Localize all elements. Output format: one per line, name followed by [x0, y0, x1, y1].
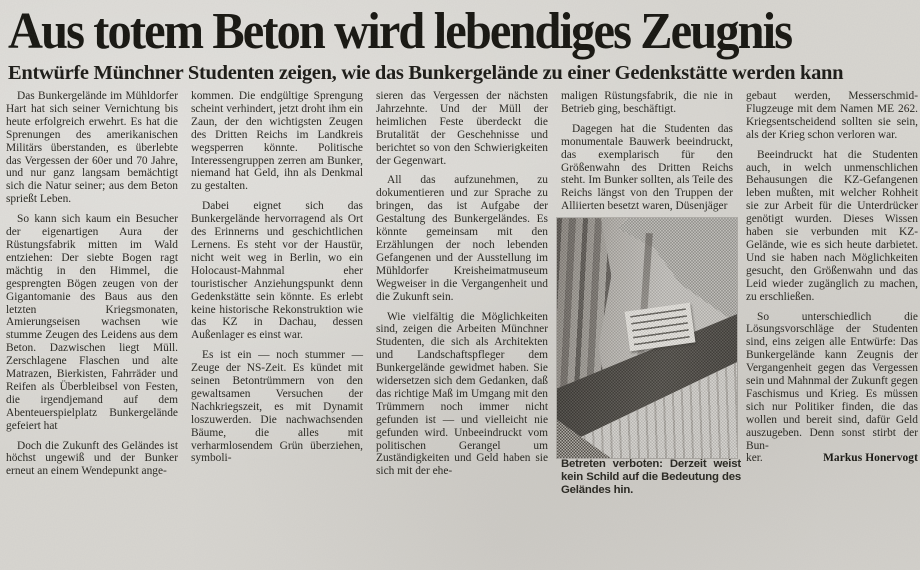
headline-text: Aus totem Beton wird lebendiges Zeugnis — [8, 3, 792, 60]
article-end-line — [746, 452, 918, 465]
article-column-5 — [746, 90, 918, 497]
paragraph: Dabei eignet sich das Bunkergelände hervorragend als Ort des Erinnerns und geschichtlichen Lernens. Es steht vor der Haustür, nicht weit weg in Berlin, wo ein Holocaust-Mahnmal eher touristischer Anziehungspunkt denn Gedenkstätte sein könnte. Es erlebt keine historische Rekonstruktion wie das KZ in Dachau, dessen Außenlager es einst war. — [191, 200, 363, 342]
sign-text-lines — [630, 308, 690, 346]
paragraph: Es ist ein — noch stummer — Zeuge der NS-Zeit. Es kündet mit seinen Betontrümmern von den gewaltsamen Versuchen der Nachkriegszeit, es mit Dynamit loszuwerden. Die nachwachsenden Bäume, die alles mit verharmlosendem Grün überziehen, symboli- — [191, 349, 363, 465]
paragraph: So unterschiedlich die Lösungsvorschläge der Studenten sind, eins zeigen alle Entwürfe: Das Bunkergelände kann Zeugnis der Vergangenheit gegen das Vergessen sein und Mahnmal der Zukunft gegen Faschismus und Krieg. Es müssen sich nur Politiker finden, die das wollen und bereit sind, dafür Geld auszugeben. Denn sonst stirbt der Bun- — [746, 310, 918, 452]
hyphenated-word-tail: ker. — [746, 452, 763, 465]
article-headline — [0, 0, 920, 60]
paragraph: So kann sich kaum ein Besucher der eigenartigen Aura der Rüstungsfabrik mitten im Wald entziehen: Der siebte Bogen ragt mächtig in den Himmel, die gesprengten Bögen zeugen von der Gigantomanie des Baus aus den letzten Kriegsmonaten, Amierungseisen wachsen wie stumme Zeugen des Leidens aus dem Beton. Dazwischen liegt Müll. Zerschlagene Flaschen und alte Matrazen, Bierkisten, Fahrräder und Reifen als Überbleibsel von Festen, die irgendjemand auf dem Abenteuerspielplatz Bunkergelände gefeiert hat — [6, 213, 178, 432]
photo-caption: Betreten verboten: Derzeit weist kein Schild auf die Bedeutung des Geländes hin. — [561, 458, 741, 496]
article-column-2 — [191, 90, 363, 497]
article-column-1 — [6, 90, 178, 497]
paragraph: maligen Rüstungsfabrik, die nie in Betrieb ging, beschäftigt. — [561, 90, 733, 115]
article-body — [0, 85, 920, 497]
article-column-3 — [376, 90, 548, 497]
paragraph: Doch die Zukunft des Geländes ist höchst ungewiß und der Bunker erneut an einem Wendepunkt ange- — [6, 439, 178, 478]
paragraph: kommen. Die endgültige Sprengung scheint verhindert, jetzt droht ihm ein Zaun, der den wichtigsten Zeugen des Dritten Reichs im Landkreis wegsperren könnte. Politische Interessengruppen zerren am Bunker, niemand hat Geld, ihn als Denkmal zu gestalten. — [191, 90, 363, 193]
paragraph: sieren das Vergessen der nächsten Jahrzehnte. Und der Müll der heimlichen Feste überdeckt die Brutalität der Geschehnisse und berichtet so von den Schwierigkeiten der Gegenwart. — [376, 90, 548, 167]
paragraph: Das Bunkergelände im Mühldorfer Hart hat sich seiner Vernichtung bis heute erfolgreich erwehrt. Es hat die Sprenungen des amerikanischen Militärs überstanden, es überlebte das Vergessen der 60er und 70 Jahre, und nur ganz langsam bemächtigt sich die Natur seiner; aus dem Beton sprießt Leben. — [6, 90, 178, 206]
paragraph: gebaut werden, Messerschmid-Flugzeuge mit dem Namen ME 262. Kriegsentscheidend sollten sie sein, als der Krieg schon verloren war. — [746, 90, 918, 141]
article-column-4 — [561, 90, 741, 497]
paragraph: Wie vielfältig die Möglichkeiten sind, zeigen die Arbeiten Münchner Studenten, die sich als Architekten und Landschaftspfleger dem Bunkergelände gewidmet haben. Sie widersetzen sich dem Gedanken, daß das richtige Maß im Umgang mit den Trümmern noch immer nicht gefunden ist — und vielleicht nie gefunden wird. Unbeeindruckt vom politischen Gerangel um Zuständigkeiten und Geld haben sie sich mit der ehe- — [376, 310, 548, 478]
author-byline: Markus Honervogt — [823, 452, 918, 465]
paragraph: Dagegen hat die Studenten das monumentale Bauwerk beeindruckt, das exemplarisch für den Größenwahn des Dritten Reichs steht. Im Bunker sollten, als Teile des Reichs längst von den Truppen der Alliierten besetzt waren, Düsenjäger — [561, 122, 733, 213]
article-subheadline: Entwürfe Münchner Studenten zeigen, wie das Bunkergelände zu einer Gedenkstätte werden kann — [8, 62, 844, 84]
paragraph: Beeindruckt hat die Studenten auch, in welch unmenschlichen Behausungen die KZ-Gefangenen leben mußten, mit welcher Rohheit sie zur Arbeit für die Unterdrücker genötigt wurden. Dieses Wissen haben sie verbunden mit KZ-Gelände, wie es sich heute darbietet. Und sie haben nach Möglichkeiten gesucht, den Größenwahn und das Leid wieder zugänglich zu machen, zu erschließen. — [746, 148, 918, 303]
bunker-wall-photo — [557, 218, 737, 458]
paragraph: All das aufzunehmen, zu dokumentieren und zur Sprache zu bringen, das ist Aufgabe der Gestaltung des Bunkergeländes. Es könnte gemeinsam mit den Erzählungen der noch lebenden Gefangenen und der Ausstellung im Mühldorfer Kreisheimatmuseum Wegweiser in die Vergangenheit und die Zukunft sein. — [376, 174, 548, 303]
